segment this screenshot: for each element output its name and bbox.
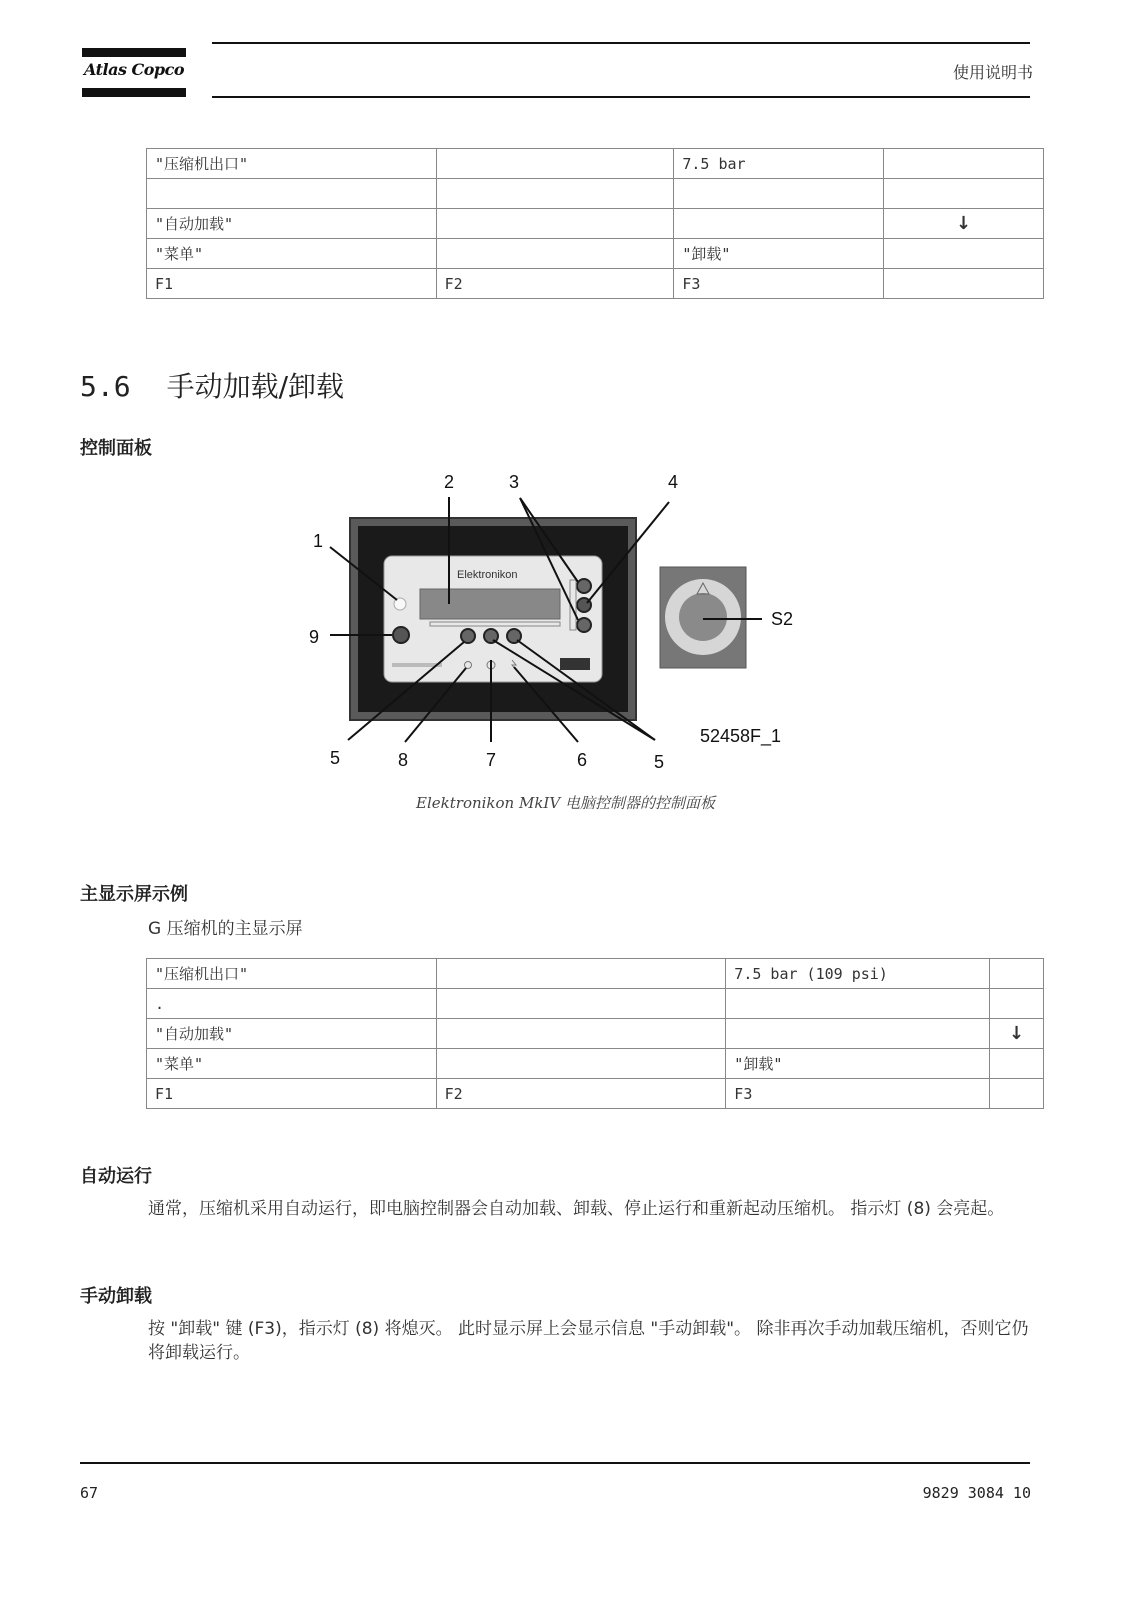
callout-5-left: 5 — [330, 748, 341, 768]
page-number: 67 — [80, 1484, 99, 1502]
scroll-down-key[interactable] — [577, 618, 591, 632]
lcd-display — [420, 589, 560, 619]
table-cell: 7.5 bar (109 psi) — [726, 959, 990, 989]
table-cell: "菜单" — [147, 239, 437, 269]
callout-4: 4 — [668, 472, 679, 492]
callout-s2: S2 — [771, 609, 794, 629]
callout-7: 7 — [486, 750, 497, 770]
table-cell — [990, 1079, 1044, 1109]
auto-run-heading: 自动运行 — [80, 1166, 152, 1187]
table-row — [147, 1019, 1044, 1049]
down-arrow-icon: ↓ — [884, 209, 1044, 239]
table-cell: F3 — [726, 1079, 990, 1109]
figure-caption: Elektronikon MkIV 电脑控制器的控制面板 — [416, 794, 715, 812]
table-row — [147, 1049, 1044, 1079]
section-number: 5.6 — [80, 370, 131, 403]
table-cell: F2 — [436, 269, 674, 299]
table-cell — [990, 1049, 1044, 1079]
callout-5-right: 5 — [654, 752, 665, 772]
table-cell — [726, 1019, 990, 1049]
down-arrow-icon: ↓ — [990, 1019, 1044, 1049]
table-row — [147, 989, 1044, 1019]
document-number: 9829 3084 10 — [922, 1484, 1031, 1502]
table-cell — [726, 989, 990, 1019]
display-table-2 — [146, 958, 1044, 1109]
atlas-copco-mini-logo — [560, 658, 590, 670]
emergency-stop-button[interactable] — [679, 593, 727, 641]
figure-id: 52458F_1 — [700, 726, 782, 746]
manual-unload-heading: 手动卸载 — [80, 1286, 152, 1307]
table-cell: "自动加载" — [147, 209, 437, 239]
reset-button[interactable] — [393, 627, 409, 643]
table-cell — [436, 989, 726, 1019]
control-panel-figure — [0, 0, 1131, 790]
table-cell: "自动加载" — [147, 1019, 437, 1049]
table-cell: F2 — [436, 1079, 726, 1109]
table-cell — [436, 1019, 726, 1049]
display-example-heading: 主显示屏示例 — [80, 884, 188, 905]
auto-run-text: 通常，压缩机采用自动运行，即电脑控制器会自动加载、卸载、停止运行和重新起动压缩机。 指示灯 (8) 会亮起。 — [148, 1199, 1005, 1219]
logo-text: Atlas Copco — [83, 60, 185, 79]
table-cell: "菜单" — [147, 1049, 437, 1079]
table-cell — [990, 989, 1044, 1019]
table-cell: . — [147, 989, 437, 1019]
callout-6: 6 — [577, 750, 588, 770]
table-cell: F1 — [147, 1079, 437, 1109]
table-cell: F1 — [147, 269, 437, 299]
table-cell — [436, 1049, 726, 1079]
table-cell: F3 — [674, 269, 884, 299]
table-cell: "压缩机出口" — [147, 149, 437, 179]
table-cell: 7.5 bar — [674, 149, 884, 179]
table-row — [147, 959, 1044, 989]
callout-1: 1 — [313, 531, 324, 551]
callout-8: 8 — [398, 750, 409, 770]
table-cell: "卸载" — [726, 1049, 990, 1079]
f1-key[interactable] — [461, 629, 475, 643]
callout-9: 9 — [309, 627, 320, 647]
callout-2: 2 — [444, 472, 455, 492]
footer-rule — [80, 1462, 1030, 1464]
section-title: 手动加载/卸载 — [166, 370, 345, 403]
table-cell: "卸载" — [674, 239, 884, 269]
manual-unload-text: 按 "卸载" 键 (F3)，指示灯 (8) 将熄灭。 此时显示屏上会显示信息 "手动卸载"。 除非再次手动加载压缩机，否则它仍将卸载运行。 — [148, 1319, 1029, 1363]
table-row — [147, 1079, 1044, 1109]
table-cell — [436, 959, 726, 989]
panel-heading: 控制面板 — [80, 438, 152, 459]
table-cell — [990, 959, 1044, 989]
callout-3: 3 — [509, 472, 520, 492]
table-cell: "压缩机出口" — [147, 959, 437, 989]
scroll-up-key[interactable] — [577, 579, 591, 593]
brand-label: Elektronikon — [457, 569, 518, 581]
display-example-subtitle: G 压缩机的主显示屏 — [148, 919, 303, 939]
document-title: 使用说明书 — [952, 63, 1033, 82]
